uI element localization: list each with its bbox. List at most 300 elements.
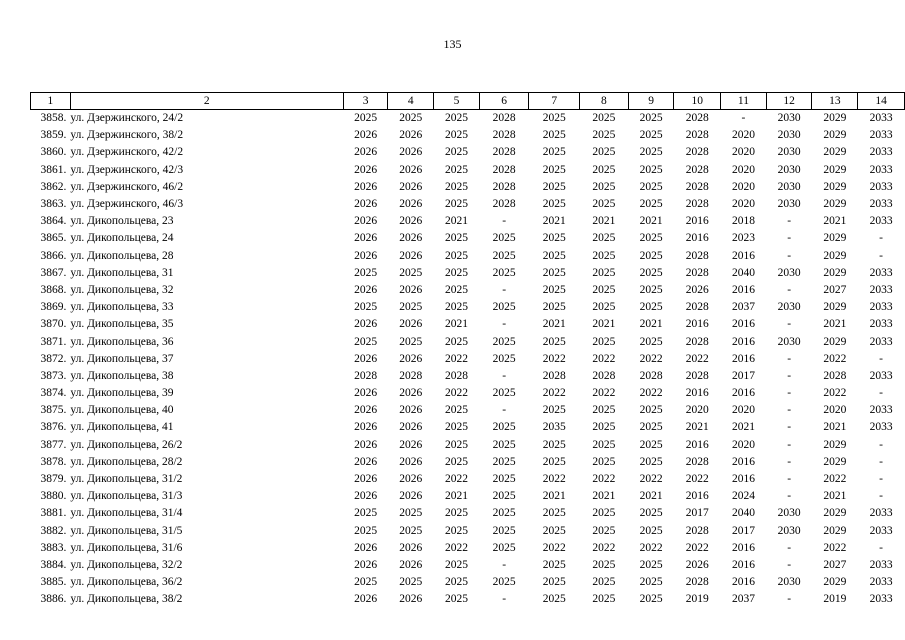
year-cell: 2025 [592, 249, 616, 262]
year-cell: - [787, 318, 792, 331]
year-cell: 2026 [354, 180, 378, 193]
year-cell: 2028 [685, 129, 709, 142]
year-cell: 2029 [823, 266, 847, 279]
year-cell: 2026 [354, 473, 378, 486]
year-cell: 2021 [542, 215, 566, 228]
year-cell: 2022 [542, 541, 566, 554]
year-cell: 2028 [685, 335, 709, 348]
year-cell: - [787, 215, 792, 228]
table-row [31, 523, 905, 540]
year-cell: 2022 [639, 352, 663, 365]
year-cell: 2025 [492, 455, 516, 468]
table-row [31, 127, 905, 144]
year-cell: 2025 [492, 249, 516, 262]
year-cell: 2021 [639, 215, 663, 228]
year-cell: 2022 [444, 541, 468, 554]
year-cell: - [502, 369, 507, 382]
year-cell: 2026 [354, 318, 378, 331]
year-cell: 2026 [354, 249, 378, 262]
year-cell: 2028 [492, 163, 516, 176]
year-cell: 2033 [869, 404, 893, 417]
year-cell: 2025 [542, 163, 566, 176]
year-cell: - [502, 215, 507, 228]
address-cell: ул. Дикопольцева, 28/2 [70, 455, 183, 468]
row-number: 3869. [40, 301, 67, 314]
year-cell: 2040 [731, 507, 755, 520]
year-cell: 2029 [823, 507, 847, 520]
year-cell: 2029 [823, 146, 847, 159]
year-cell: 2020 [731, 146, 755, 159]
year-cell: 2021 [823, 490, 847, 503]
year-cell: 2016 [685, 438, 709, 451]
year-cell: 2026 [399, 249, 423, 262]
year-cell: 2028 [823, 369, 847, 382]
year-cell: 2020 [731, 180, 755, 193]
year-cell: 2026 [354, 232, 378, 245]
year-cell: 2016 [685, 215, 709, 228]
year-cell: 2025 [492, 352, 516, 365]
year-cell: 2021 [685, 421, 709, 434]
year-cell: 2025 [492, 387, 516, 400]
table-row [31, 488, 905, 505]
year-cell: 2025 [444, 301, 468, 314]
address-cell: ул. Дзержинского, 42/2 [70, 146, 184, 159]
year-cell: 2029 [823, 335, 847, 348]
year-cell: 2026 [399, 129, 423, 142]
year-cell: 2022 [639, 473, 663, 486]
column-header: 9 [628, 93, 674, 110]
year-cell: 2026 [399, 352, 423, 365]
year-cell: 2030 [777, 180, 801, 193]
year-cell: 2019 [685, 593, 709, 606]
year-cell: 2022 [685, 352, 709, 365]
address-cell: ул. Дикопольцева, 37 [70, 352, 174, 365]
year-cell: 2022 [592, 387, 616, 400]
table-row [31, 368, 905, 385]
year-cell: 2025 [542, 249, 566, 262]
table-row [31, 591, 905, 608]
year-cell: 2026 [399, 541, 423, 554]
year-cell: 2027 [823, 558, 847, 571]
year-cell: 2017 [685, 507, 709, 520]
year-cell: 2025 [492, 232, 516, 245]
year-cell: 2021 [444, 215, 468, 228]
address-cell: ул. Дикопольцева, 31/5 [70, 524, 183, 537]
year-cell: 2025 [492, 421, 516, 434]
year-cell: 2021 [639, 490, 663, 503]
year-cell: 2033 [869, 112, 893, 125]
year-cell: 2025 [399, 301, 423, 314]
year-cell: 2016 [731, 558, 755, 571]
year-cell: 2028 [492, 146, 516, 159]
year-cell: 2025 [639, 404, 663, 417]
year-cell: 2025 [592, 421, 616, 434]
table-row [31, 162, 905, 179]
year-cell: 2029 [823, 576, 847, 589]
year-cell: 2026 [399, 421, 423, 434]
year-cell: 2025 [639, 112, 663, 125]
address-cell: ул. Дикопольцева, 39 [70, 387, 174, 400]
year-cell: 2025 [492, 301, 516, 314]
address-cell: ул. Дикопольцева, 40 [70, 404, 174, 417]
year-cell: 2028 [685, 455, 709, 468]
year-cell: 2026 [354, 455, 378, 468]
year-cell: - [787, 473, 792, 486]
year-cell: 2033 [869, 524, 893, 537]
year-cell: 2026 [354, 146, 378, 159]
year-cell: 2025 [639, 198, 663, 211]
year-cell: 2025 [354, 576, 378, 589]
row-number: 3883. [40, 541, 67, 554]
year-cell: 2026 [354, 490, 378, 503]
column-header: 10 [674, 93, 721, 110]
year-cell: 2016 [731, 249, 755, 262]
year-cell: 2025 [639, 593, 663, 606]
year-cell: 2022 [592, 473, 616, 486]
table-row [31, 540, 905, 557]
table-row [31, 299, 905, 316]
address-cell: ул. Дикопольцева, 31/4 [70, 507, 183, 520]
year-cell: 2026 [354, 438, 378, 451]
year-cell: 2026 [354, 215, 378, 228]
year-cell: 2025 [492, 335, 516, 348]
year-cell: 2030 [777, 163, 801, 176]
column-header: 4 [388, 93, 434, 110]
year-cell: 2026 [354, 421, 378, 434]
year-cell: 2022 [444, 387, 468, 400]
year-cell: 2025 [639, 266, 663, 279]
year-cell: 2028 [685, 249, 709, 262]
year-cell: 2025 [639, 146, 663, 159]
year-cell: 2020 [731, 129, 755, 142]
year-cell: 2029 [823, 129, 847, 142]
address-cell: ул. Дикопольцева, 31/2 [70, 473, 183, 486]
year-cell: 2028 [685, 266, 709, 279]
table-row [31, 557, 905, 574]
year-cell: 2025 [492, 473, 516, 486]
year-cell: - [502, 283, 507, 296]
year-cell: - [787, 369, 792, 382]
year-cell: 2025 [592, 335, 616, 348]
year-cell: 2016 [731, 541, 755, 554]
year-cell: 2025 [592, 404, 616, 417]
year-cell: 2033 [869, 369, 893, 382]
year-cell: 2016 [731, 473, 755, 486]
year-cell: 2022 [639, 541, 663, 554]
year-cell: 2021 [542, 318, 566, 331]
year-cell: 2025 [542, 146, 566, 159]
row-number: 3863. [40, 198, 67, 211]
year-cell: 2020 [685, 404, 709, 417]
year-cell: - [879, 352, 883, 365]
address-cell: ул. Дикопольцева, 35 [70, 318, 174, 331]
year-cell: 2022 [823, 541, 847, 554]
data-table [30, 92, 905, 608]
table-row [31, 454, 905, 471]
year-cell: 2025 [542, 593, 566, 606]
row-number: 3865. [40, 232, 67, 245]
year-cell: 2017 [731, 524, 755, 537]
year-cell: 2028 [542, 369, 566, 382]
year-cell: 2026 [354, 163, 378, 176]
year-cell: 2025 [639, 232, 663, 245]
year-cell: 2026 [354, 198, 378, 211]
year-cell: - [787, 593, 792, 606]
column-header: 12 [766, 93, 812, 110]
year-cell: 2022 [444, 352, 468, 365]
year-cell: 2026 [354, 352, 378, 365]
year-cell: - [787, 438, 792, 451]
year-cell: 2026 [399, 318, 423, 331]
year-cell: - [787, 249, 792, 262]
year-cell: 2021 [592, 490, 616, 503]
year-cell: 2028 [685, 112, 709, 125]
row-number: 3858. [40, 112, 67, 125]
year-cell: 2025 [639, 283, 663, 296]
year-cell: 2030 [777, 507, 801, 520]
year-cell: 2025 [444, 129, 468, 142]
year-cell: 2029 [823, 232, 847, 245]
year-cell: 2025 [399, 524, 423, 537]
year-cell: 2025 [592, 163, 616, 176]
year-cell: 2026 [399, 232, 423, 245]
year-cell: 2025 [444, 558, 468, 571]
row-number: 3866. [40, 249, 67, 262]
column-header: 13 [812, 93, 858, 110]
year-cell: 2033 [869, 576, 893, 589]
table-row [31, 385, 905, 402]
year-cell: 2025 [639, 249, 663, 262]
year-cell: 2033 [869, 507, 893, 520]
address-cell: ул. Дзержинского, 24/2 [70, 112, 184, 125]
address-cell: ул. Дзержинского, 46/2 [70, 180, 184, 193]
year-cell: 2029 [823, 438, 847, 451]
table-row [31, 110, 905, 128]
year-cell: 2021 [542, 490, 566, 503]
address-cell: ул. Дзержинского, 46/3 [70, 198, 184, 211]
year-cell: 2020 [731, 404, 755, 417]
year-cell: 2025 [444, 180, 468, 193]
row-number: 3861. [40, 163, 67, 176]
year-cell: - [787, 421, 792, 434]
year-cell: 2020 [731, 438, 755, 451]
year-cell: 2025 [444, 576, 468, 589]
table-row [31, 179, 905, 196]
row-number: 3868. [40, 283, 67, 296]
year-cell: 2025 [542, 180, 566, 193]
table-row [31, 265, 905, 282]
table-row [31, 316, 905, 333]
year-cell: 2021 [731, 421, 755, 434]
year-cell: 2025 [542, 404, 566, 417]
year-cell: 2025 [354, 301, 378, 314]
year-cell: 2016 [685, 232, 709, 245]
year-cell: 2020 [731, 163, 755, 176]
column-header: 1 [31, 93, 71, 110]
year-cell: - [879, 473, 883, 486]
row-number: 3877. [40, 438, 67, 451]
year-cell: - [787, 232, 792, 245]
year-cell: 2025 [444, 266, 468, 279]
year-cell: 2029 [823, 198, 847, 211]
year-cell: 2021 [444, 318, 468, 331]
year-cell: 2023 [731, 232, 755, 245]
address-cell: ул. Дикопольцева, 33 [70, 301, 174, 314]
year-cell: 2026 [354, 283, 378, 296]
year-cell: 2025 [444, 335, 468, 348]
year-cell: 2016 [685, 387, 709, 400]
year-cell: 2033 [869, 421, 893, 434]
year-cell: - [787, 404, 792, 417]
year-cell: 2028 [685, 198, 709, 211]
year-cell: 2030 [777, 129, 801, 142]
year-cell: 2025 [542, 558, 566, 571]
table-row [31, 471, 905, 488]
table-row [31, 351, 905, 368]
row-number: 3871. [40, 335, 67, 348]
address-cell: ул. Дикопольцева, 32/2 [70, 558, 183, 571]
year-cell: 2022 [823, 352, 847, 365]
year-cell: 2025 [542, 112, 566, 125]
year-cell: 2033 [869, 318, 893, 331]
year-cell: 2026 [399, 198, 423, 211]
year-cell: 2025 [592, 524, 616, 537]
year-cell: 2022 [639, 387, 663, 400]
address-cell: ул. Дзержинского, 42/3 [70, 163, 184, 176]
row-number: 3880. [40, 490, 67, 503]
year-cell: 2025 [592, 438, 616, 451]
year-cell: 2025 [592, 198, 616, 211]
year-cell: 2025 [444, 404, 468, 417]
year-cell: 2028 [492, 129, 516, 142]
year-cell: 2025 [354, 507, 378, 520]
year-cell: 2025 [399, 576, 423, 589]
year-cell: 2033 [869, 283, 893, 296]
year-cell: 2028 [685, 180, 709, 193]
year-cell: 2025 [592, 507, 616, 520]
year-cell: 2025 [399, 507, 423, 520]
year-cell: 2025 [354, 524, 378, 537]
year-cell: 2025 [639, 576, 663, 589]
year-cell: 2021 [444, 490, 468, 503]
year-cell: 2028 [685, 146, 709, 159]
year-cell: 2030 [777, 301, 801, 314]
row-number: 3885. [40, 576, 67, 589]
row-number: 3878. [40, 455, 67, 468]
year-cell: 2028 [685, 369, 709, 382]
year-cell: 2026 [685, 283, 709, 296]
year-cell: 2030 [777, 146, 801, 159]
year-cell: 2025 [542, 283, 566, 296]
year-cell: 2025 [592, 301, 616, 314]
year-cell: 2016 [731, 318, 755, 331]
year-cell: 2025 [639, 129, 663, 142]
year-cell: 2026 [399, 404, 423, 417]
year-cell: 2025 [542, 301, 566, 314]
row-number: 3867. [40, 266, 67, 279]
year-cell: 2026 [399, 455, 423, 468]
year-cell: 2025 [592, 266, 616, 279]
year-cell: 2025 [444, 198, 468, 211]
year-cell: 2016 [731, 576, 755, 589]
year-cell: - [502, 318, 507, 331]
year-cell: - [787, 558, 792, 571]
year-cell: 2016 [731, 455, 755, 468]
year-cell: 2026 [399, 387, 423, 400]
address-cell: ул. Дикопольцева, 41 [70, 421, 174, 434]
year-cell: 2022 [592, 352, 616, 365]
year-cell: 2025 [354, 112, 378, 125]
address-cell: ул. Дикопольцева, 36/2 [70, 576, 183, 589]
year-cell: 2025 [542, 198, 566, 211]
year-cell: 2025 [592, 558, 616, 571]
column-header: 2 [70, 93, 343, 110]
column-header: 14 [858, 93, 905, 110]
year-cell: 2025 [542, 455, 566, 468]
year-cell: 2025 [592, 232, 616, 245]
year-cell: 2028 [639, 369, 663, 382]
year-cell: - [787, 352, 792, 365]
year-cell: 2025 [639, 558, 663, 571]
year-cell: 2026 [399, 473, 423, 486]
year-cell: 2033 [869, 593, 893, 606]
year-cell: 2016 [731, 283, 755, 296]
year-cell: - [787, 283, 792, 296]
row-number: 3870. [40, 318, 67, 331]
year-cell: 2025 [592, 112, 616, 125]
year-cell: - [879, 249, 883, 262]
year-cell: 2025 [492, 490, 516, 503]
year-cell: 2030 [777, 335, 801, 348]
year-cell: 2030 [777, 112, 801, 125]
year-cell: 2025 [639, 421, 663, 434]
year-cell: 2028 [685, 301, 709, 314]
year-cell: 2025 [444, 524, 468, 537]
year-cell: 2025 [639, 524, 663, 537]
year-cell: 2016 [685, 490, 709, 503]
row-number: 3884. [40, 558, 67, 571]
year-cell: 2020 [731, 198, 755, 211]
year-cell: 2033 [869, 266, 893, 279]
year-cell: - [787, 387, 792, 400]
year-cell: 2028 [492, 180, 516, 193]
year-cell: 2019 [823, 593, 847, 606]
year-cell: 2025 [492, 576, 516, 589]
column-header: 11 [721, 93, 767, 110]
table-row [31, 196, 905, 213]
year-cell: 2025 [542, 335, 566, 348]
year-cell: - [879, 541, 883, 554]
year-cell: 2026 [399, 558, 423, 571]
year-cell: 2025 [592, 180, 616, 193]
year-cell: 2025 [354, 335, 378, 348]
address-cell: ул. Дикопольцева, 32 [70, 283, 174, 296]
year-cell: 2025 [444, 112, 468, 125]
year-cell: 2026 [399, 163, 423, 176]
year-cell: 2026 [399, 215, 423, 228]
year-cell: 2029 [823, 455, 847, 468]
year-cell: 2026 [354, 558, 378, 571]
row-number: 3874. [40, 387, 67, 400]
year-cell: 2022 [685, 541, 709, 554]
year-cell: 2025 [592, 283, 616, 296]
year-cell: 2025 [444, 438, 468, 451]
year-cell: 2021 [823, 215, 847, 228]
year-cell: 2025 [639, 438, 663, 451]
row-number: 3879. [40, 473, 67, 486]
year-cell: 2025 [592, 455, 616, 468]
year-cell: 2016 [731, 387, 755, 400]
